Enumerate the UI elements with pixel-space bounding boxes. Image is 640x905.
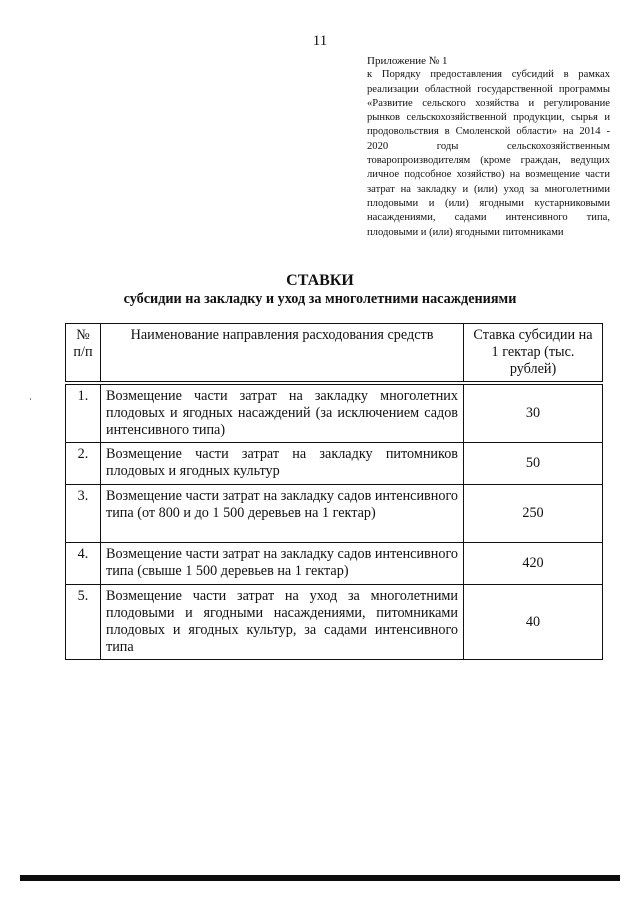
table-row [66, 543, 603, 585]
row-number: 2. [66, 443, 101, 485]
appendix-title: Приложение № 1 [367, 55, 448, 67]
table-row [66, 385, 603, 443]
table-header-row [66, 324, 603, 382]
row-number: 4. [66, 543, 101, 585]
table-row [66, 485, 603, 543]
row-rate: 50 [464, 443, 603, 485]
document-title: СТАВКИ [286, 272, 354, 289]
row-number: 3. [66, 485, 101, 543]
row-description: Возмещение части затрат на закладку многолетних плодовых и ягодных насаждений (за исключением садов интенсивного типа) [101, 385, 464, 443]
row-rate: 40 [464, 585, 603, 660]
page-number: 11 [312, 33, 328, 49]
row-description: Возмещение части затрат на закладку садов интенсивного типа (от 800 и до 1 500 деревьев на 1 гектар) [101, 485, 464, 543]
rates-table [65, 323, 603, 660]
appendix-text: к Порядку предоставления субсидий в рамках реализации областной государственной программы «Развитие сельского хозяйства и регулирование рынков сельскохозяйственной продукции, сырья и продовольствия в Смоленской области» на 2014 - 2020 годы сельскохозяйственным товаропроизводителям (кроме граждан, ведущих личное подсобное хозяйство) на возмещение части затрат на закладку и (или) уход за многолетними плодовыми и (или) ягодными кустарниковыми насаждениями, садами интенсивного типа, плодовыми и (или) ягодными питомниками [367, 69, 610, 238]
row-number: 5. [66, 585, 101, 660]
table-row [66, 443, 603, 485]
header-expense-direction: Наименование направления расходования средств [101, 324, 464, 382]
row-description: Возмещение части затрат на закладку садов интенсивного типа (свыше 1 500 деревьев на 1 гектар) [101, 543, 464, 585]
row-rate: 420 [464, 543, 603, 585]
appendix-block [367, 54, 610, 240]
table-row [66, 585, 603, 660]
scan-artifact [30, 398, 31, 400]
row-rate: 30 [464, 385, 603, 443]
row-description: Возмещение части затрат на закладку питомников плодовых и ягодных культур [101, 443, 464, 485]
row-rate: 250 [464, 485, 603, 543]
document-subtitle: субсидии на закладку и уход за многолетними насаждениями [123, 291, 517, 307]
header-number: № п/п [66, 324, 101, 382]
header-subsidy-rate: Ставка субсидии на 1 гектар (тыс. рублей) [464, 324, 603, 382]
scan-edge-bar [20, 875, 620, 881]
row-number: 1. [66, 385, 101, 443]
row-description: Возмещение части затрат на уход за многолетними плодовыми и ягодными насаждениями, питомниками плодовых и ягодных культур, за садами интенсивного типа [101, 585, 464, 660]
